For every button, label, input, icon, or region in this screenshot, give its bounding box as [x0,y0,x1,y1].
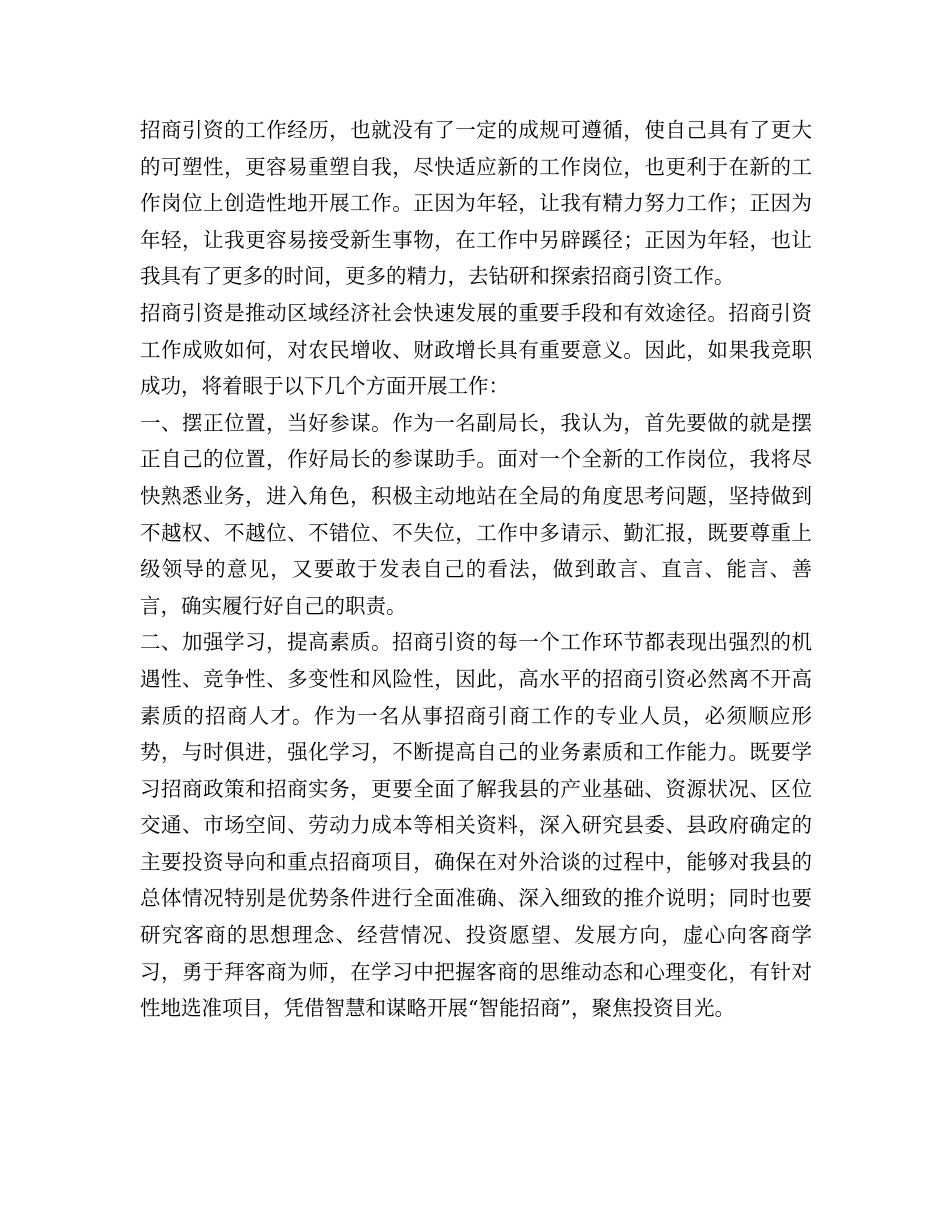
document-body [140,112,812,1027]
paragraph-career-background: 招商引资的工作经历，也就没有了一定的成规可遵循，使自己具有了更大的可塑性，更容易重塑自我，尽快适应新的工作岗位，也更利于在新的工作岗位上创造性地开展工作。正因为年轻，让我有精力努力工作；正因为年轻，让我更容易接受新生事物，在工作中另辟蹊径；正因为年轻，也让我具有了更多的时间，更多的精力，去钻研和探索招商引资工作。 [140,118,812,289]
paragraph-investment-importance: 招商引资是推动区域经济社会快速发展的重要手段和有效途径。招商引资工作成败如何，对农民增收、财政增长具有重要意义。因此，如果我竞职成功，将着眼于以下几个方面开展工作： [140,300,812,399]
paragraph-point-two-learning: 二、加强学习，提高素质。招商引资的每一个工作环节都表现出强烈的机遇性、竞争性、多变性和风险性，因此，高水平的招商引资必然离不开高素质的招商人才。作为一名从事招商引商工作的专业人员，必须顺应形势，与时俱进，强化学习，不断提高自己的业务素质和工作能力。既要学习招商政策和招商实务，更要全面了解我县的产业基础、资源状况、区位交通、市场空间、劳动力成本等相关资料，深入研究县委、县政府确定的主要投资导向和重点招商项目，确保在对外洽谈的过程中，能够对我县的总体情况特别是优势条件进行全面准确、深入细致的推介说明；同时也要研究客商的思想理念、经营情况、投资愿望、发展方向，虚心向客商学习，勇于拜客商为师，在学习中把握客商的思维动态和心理变化，有针对性地选准项目，凭借智慧和谋略开展“智能招商”，聚焦投资目光。 [140,630,812,1021]
paragraph-point-one-position: 一、摆正位置，当好参谋。作为一名副局长，我认为，首先要做的就是摆正自己的位置，作好局长的参谋助手。面对一个全新的工作岗位，我将尽快熟悉业务，进入角色，积极主动地站在全局的角度思考问题，坚持做到不越权、不越位、不错位、不失位，工作中多请示、勤汇报，既要尊重上级领导的意见，又要敢于发表自己的看法，做到敢言、直言、能言、善言，确实履行好自己的职责。 [140,410,812,618]
